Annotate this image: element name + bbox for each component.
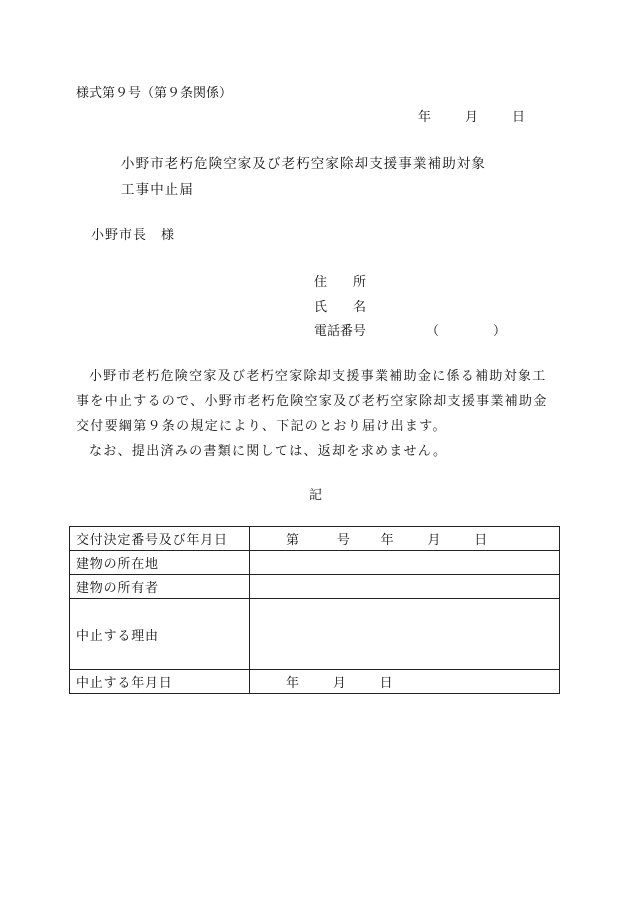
stop-date-value	[250, 670, 560, 694]
date-month-label: 月	[465, 110, 479, 125]
row-label-stop-reason: 中止する理由	[70, 599, 250, 670]
year-label: 年	[286, 676, 300, 691]
form-number: 様式第９号（第９条関係）	[76, 86, 233, 101]
body-paragraph-2: なお、提出済みの書類に関しては、返却を求めません。	[89, 444, 448, 459]
row-label-grant-decision: 交付決定番号及び年月日	[70, 527, 250, 551]
phone-paren-close: ）	[493, 324, 507, 339]
stop-reason-value[interactable]	[250, 599, 560, 670]
date-year-label: 年	[418, 110, 432, 125]
phone-paren-open: （	[426, 324, 440, 339]
row-label-building-location: 建物の所在地	[70, 551, 250, 575]
ki-heading: 記	[309, 488, 323, 503]
addressee: 小野市長 様	[91, 228, 176, 243]
body-paragraph-1: 小野市老朽危険空家及び老朽空家除却支援事業補助金に係る補助対象工事を中止するので、小野市老朽危険空家及び老朽空家除却支援事業補助金交付要綱第９条の規定により、下記のとおり届け出ます。	[76, 369, 548, 434]
building-owner-value[interactable]	[250, 575, 560, 599]
row-label-building-owner: 建物の所有者	[70, 575, 250, 599]
submission-date	[418, 106, 525, 125]
table-row	[70, 670, 560, 694]
table-row	[70, 527, 560, 551]
go-label: 号	[336, 533, 351, 548]
date-day-label: 日	[512, 110, 526, 125]
info-table	[69, 526, 560, 694]
table-row	[70, 551, 560, 575]
document-title-line1: 小野市老朽危険空家及び老朽空家除却支援事業補助対象	[121, 156, 486, 172]
day-label: 日	[474, 533, 489, 548]
month-label: 月	[332, 676, 347, 691]
dai-label: 第	[286, 533, 300, 548]
document-title-line2: 工事中止届	[121, 182, 194, 198]
applicant-name-label: 氏 名	[314, 300, 367, 315]
table-row	[70, 599, 560, 670]
day-label: 日	[379, 676, 394, 691]
row-label-stop-date: 中止する年月日	[70, 670, 250, 694]
building-location-value[interactable]	[250, 551, 560, 575]
grant-decision-value	[250, 527, 560, 551]
table-row	[70, 575, 560, 599]
year-label: 年	[380, 533, 395, 548]
body-text	[76, 364, 560, 464]
applicant-address-label: 住 所	[314, 275, 367, 290]
applicant-phone-label: 電話番号	[314, 324, 367, 339]
month-label: 月	[427, 533, 442, 548]
